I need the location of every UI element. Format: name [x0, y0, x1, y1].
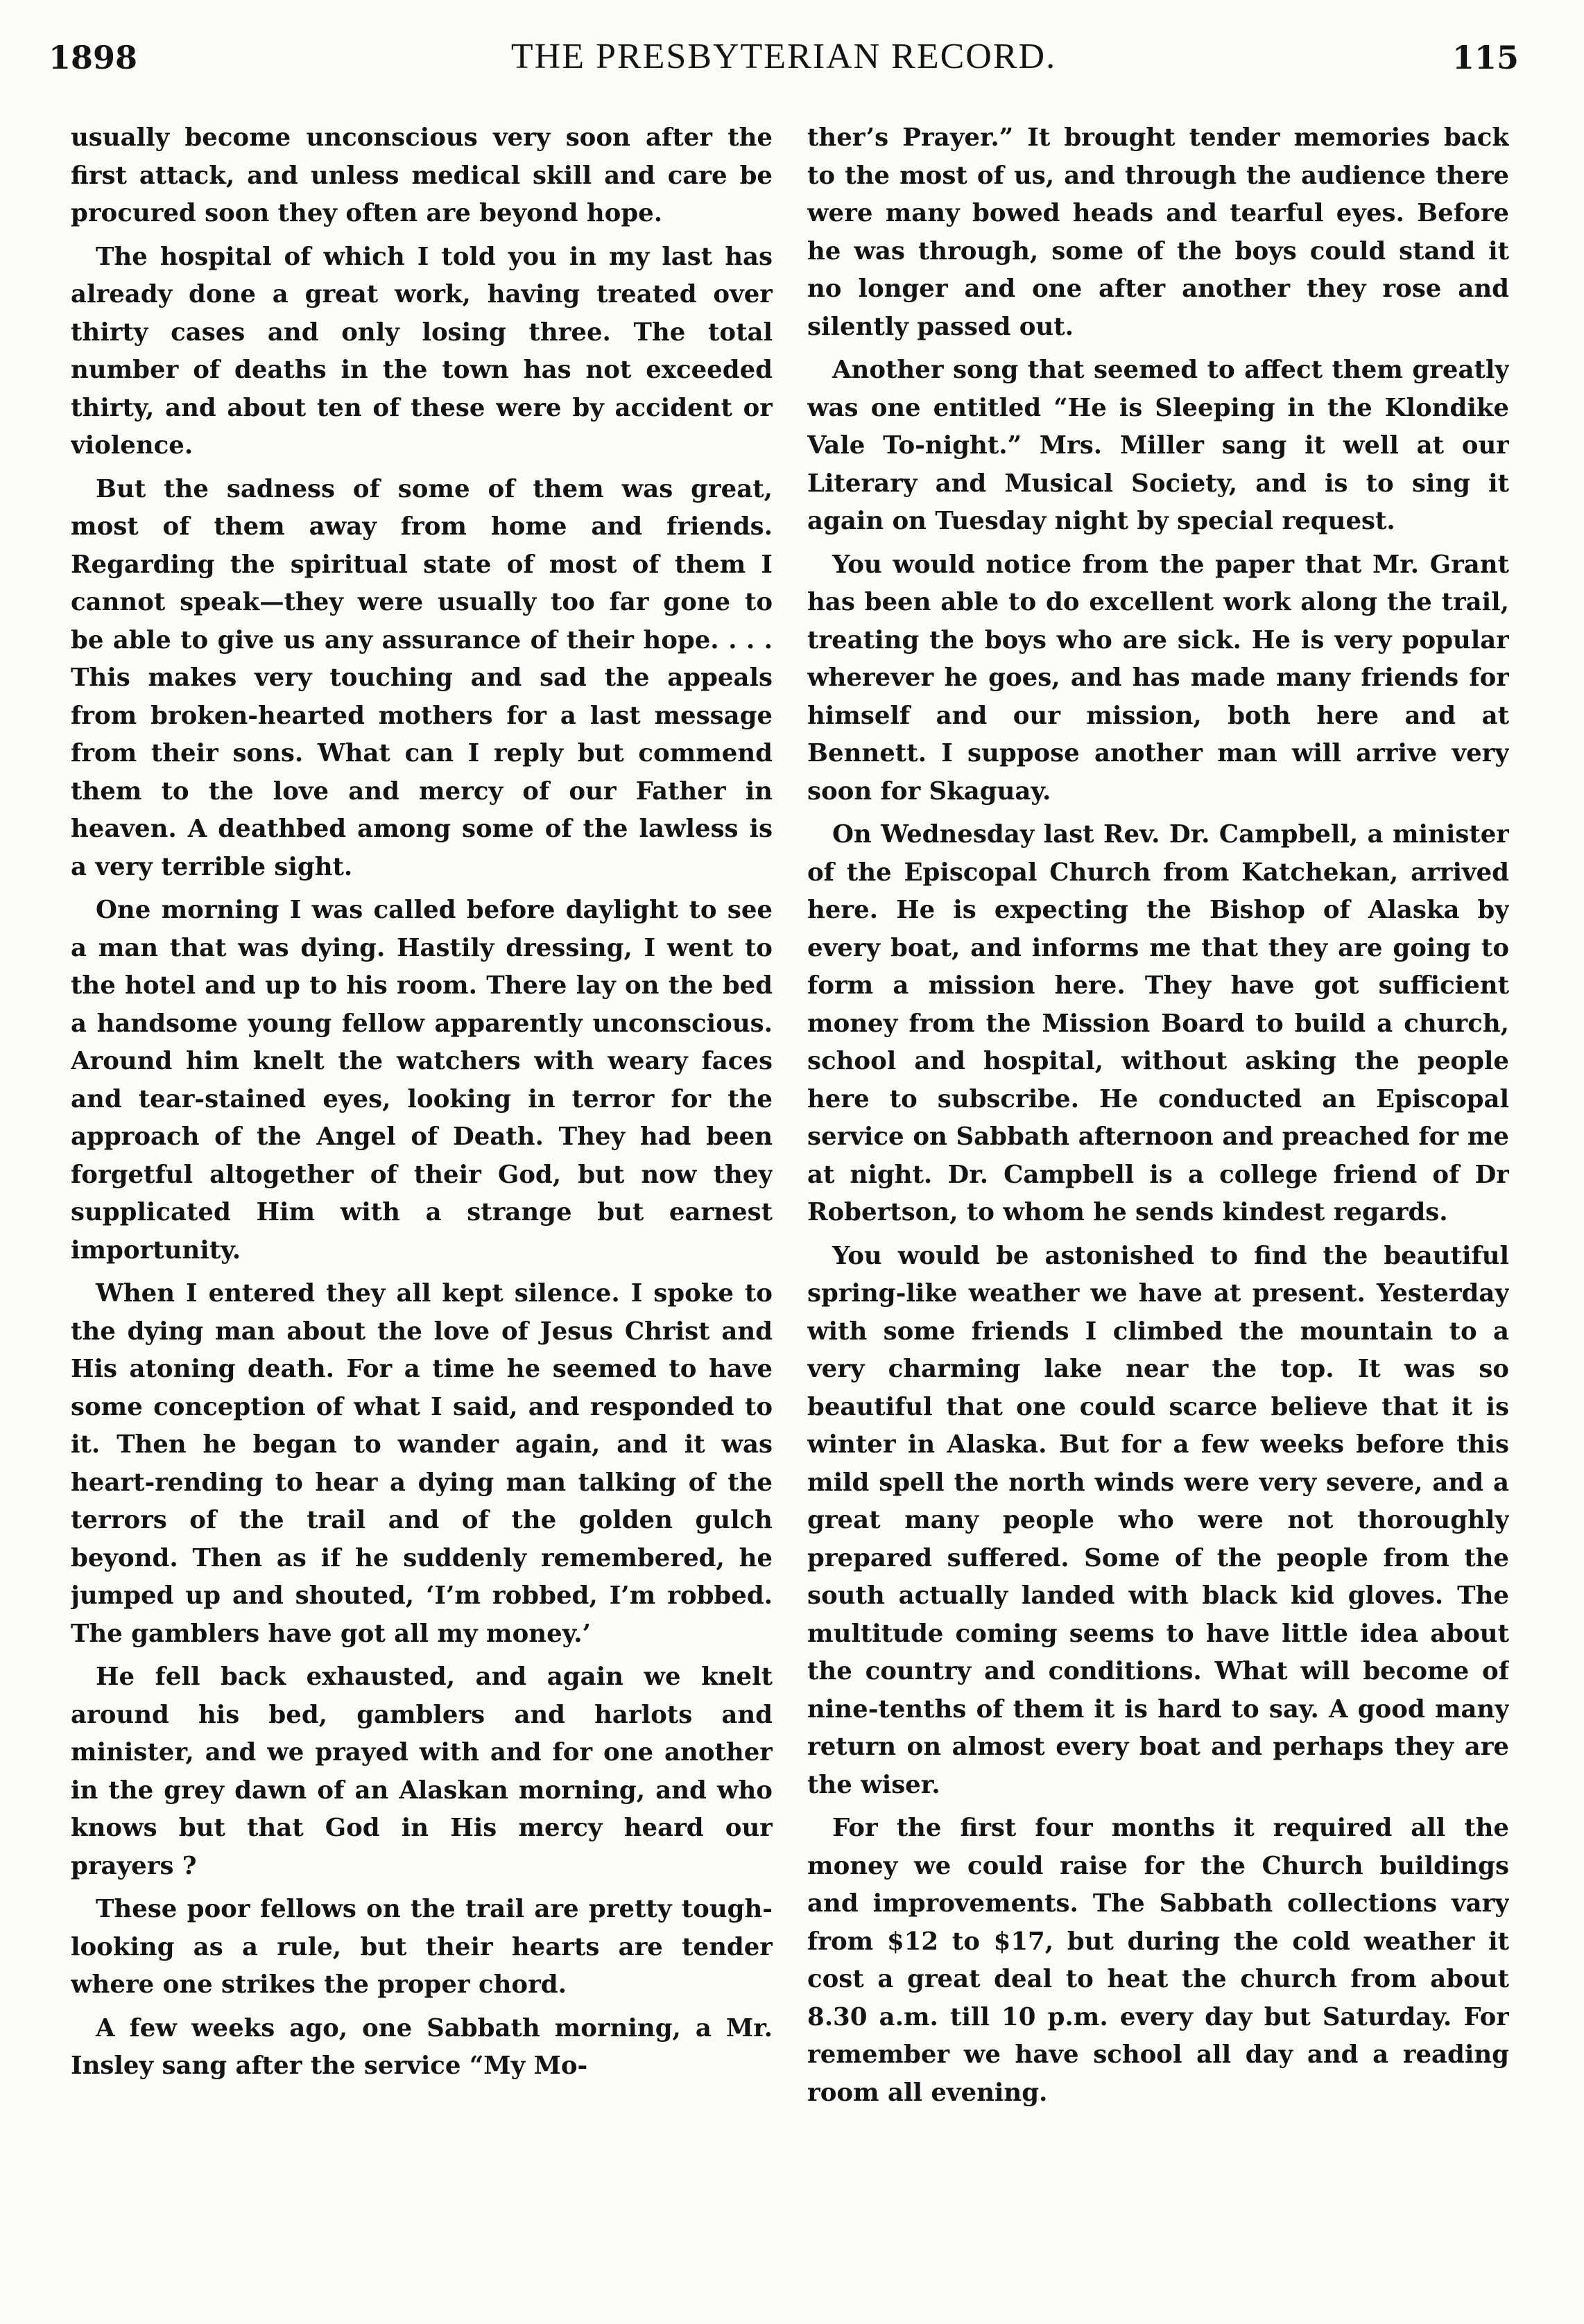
paragraph: Another song that seemed to affect them greatly was one entitled “He is Sleeping in the Klondike Vale To-night.” Mrs. Miller sang it well at our Literary and Musical Society, and is to sing it again on Tuesday night by special request.: [807, 356, 1509, 535]
running-header: [49, 39, 1519, 87]
header-year: 1898: [49, 39, 138, 76]
paragraph: ther’s Prayer.” It brought tender memories back to the most of us, and through the audience there were many bowed heads and tearful eyes. Before he was through, some of the boys could stand it no longer and one after another they rose and silently passed out.: [807, 123, 1509, 341]
right-column: [807, 119, 1509, 2296]
paragraph: For the first four months it required all the money we could raise for the Church buildings and improvements. The Sabbath collections vary from $12 to $17, but during the cold weather it cost a great deal to heat the church from about 8.30 a.m. till 10 p.m. every day but Saturday. For remember we have school all day and a reading room all evening.: [807, 1814, 1509, 2107]
paragraph: These poor fellows on the trail are pretty tough-looking as a rule, but their hearts are tender where one strikes the proper chord.: [71, 1895, 773, 1999]
paragraph: One morning I was called before daylight to see a man that was dying. Hastily dressing, I went to the hotel and up to his room. There lay on the bed a handsome young fellow apparently unconscious. Around him knelt the watchers with weary faces and tear-stained eyes, looking in terror for the approach of the Angel of Death. They had been forgetful altogether of their God, but now they supplicated Him with a strange but earnest importunity.: [71, 896, 773, 1265]
paragraph: A few weeks ago, one Sabbath morning, a Mr. Insley sang after the service “My Mo-: [71, 2013, 773, 2080]
journal-title: THE PRESBYTERIAN RECORD.: [510, 37, 1057, 76]
paragraph: On Wednesday last Rev. Dr. Campbell, a minister of the Episcopal Church from Katchekan, arrived here. He is expecting the Bishop of Alaska by every boat, and informs me that they are going to form a mission here. They have got sufficient money from the Mission Board to build a church, school and hospital, without asking the people here to subscribe. He conducted an Episcopal service on Sabbath afternoon and preached for me at night. Dr. Campbell is a college friend of Dr Robertson, to whom he sends kindest regards.: [807, 820, 1509, 1226]
page-number: 115: [1452, 39, 1519, 76]
paragraph: The hospital of which I told you in my last has already done a great work, having treated over thirty cases and only losing three. The total number of deaths in the town has not exceeded thirty, and about ten of these were by accident or violence.: [71, 242, 773, 460]
left-column: [71, 119, 773, 2296]
paragraph: You would be astonished to find the beautiful spring-like weather we have at present. Yesterday with some friends I climbed the mountain to a very charming lake near the top. It was so beautiful that one could scarce believe that it is winter in Alaska. But for a few weeks before this mild spell the north winds were very severe, and a great many people who were not thoroughly prepared suffered. Some of the people from the south actually landed with black kid gloves. The multitude coming seems to have little idea about the country and conditions. What will become of nine-tenths of them it is hard to say. A good many return on almost every boat and perhaps they are the wiser.: [807, 1241, 1509, 1799]
paragraph: He fell back exhausted, and again we knelt around his bed, gamblers and harlots and minister, and we prayed with and for one another in the grey dawn of an Alaskan morning, and who knows but that God in His mercy heard our prayers ?: [71, 1663, 773, 1880]
paragraph: usually become unconscious very soon after the first attack, and unless medical skill and care be procured soon they often are beyond hope.: [71, 123, 773, 227]
paragraph: You would notice from the paper that Mr. Grant has been able to do excellent work along the trail, treating the boys who are sick. He is very popular wherever he goes, and has made many friends for himself and our mission, both here and at Bennett. I suppose another man will arrive very soon for Skaguay.: [807, 550, 1509, 806]
paragraph: But the sadness of some of them was great, most of them away from home and friends. Regarding the spiritual state of most of them I cannot speak—they were usually too far gone to be able to give us any assurance of their hope. . . . This makes very touching and sad the appeals from broken-hearted mothers for a last message from their sons. What can I reply but commend them to the love and mercy of our Father in heaven. A deathbed among some of the lawless is a very terrible sight.: [71, 474, 773, 881]
paragraph: When I entered they all kept silence. I spoke to the dying man about the love of Jesus Christ and His atoning death. For a time he seemed to have some conception of what I said, and responded to it. Then he began to wander again, and it was heart-rending to hear a dying man talking of the terrors of the trail and of the golden gulch beyond. Then as if he suddenly remembered, he jumped up and shouted, ‘I’m robbed, I’m robbed. The gamblers have got all my money.’: [71, 1279, 773, 1648]
